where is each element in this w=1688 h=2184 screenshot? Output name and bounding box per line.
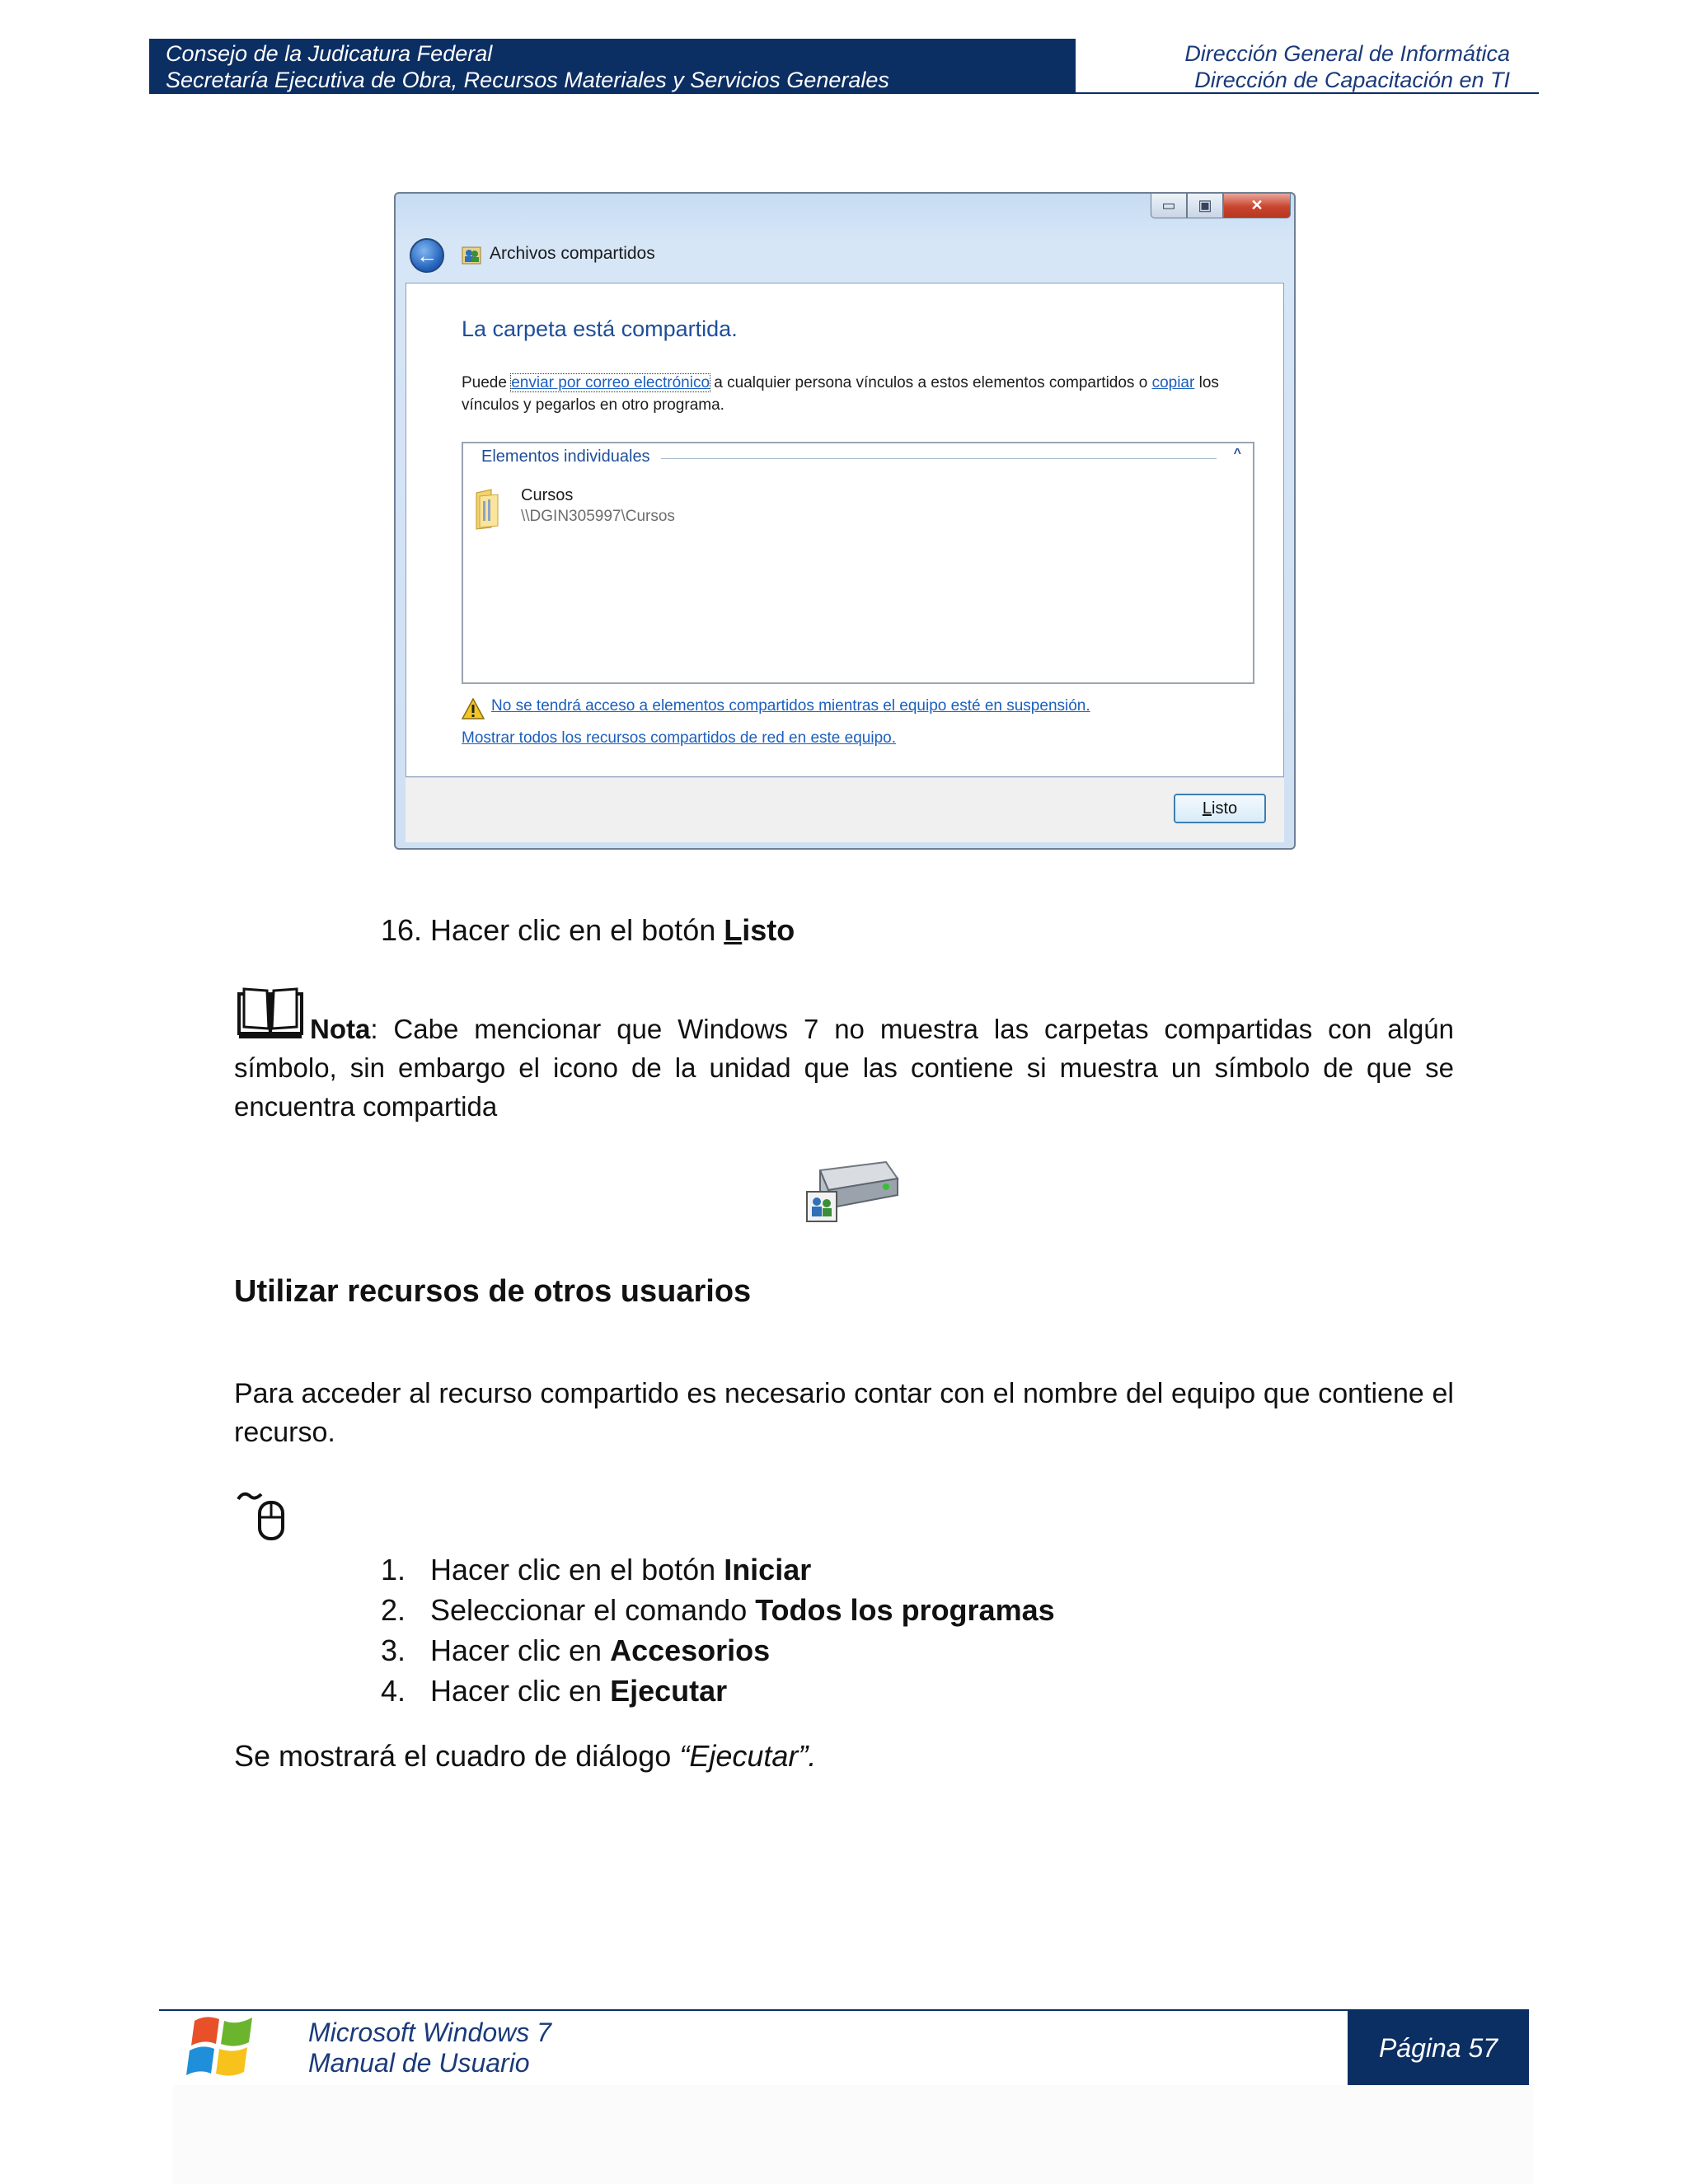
step-text: Hacer clic en — [430, 1633, 611, 1667]
footer-shade — [173, 2085, 1533, 2184]
dialog-footer — [406, 777, 1284, 842]
copy-link[interactable]: copiar — [1151, 374, 1195, 391]
step-text: Seleccionar el comando — [430, 1593, 756, 1627]
email-link[interactable]: enviar por correo electrónico — [511, 374, 710, 391]
done-button[interactable] — [1174, 794, 1266, 823]
sleep-warning-link[interactable]: No se tendrá acceso a elementos compartidos mientras el equipo esté en suspensión. — [491, 697, 1090, 715]
closing-dialog-name: “Ejecutar”. — [679, 1739, 817, 1773]
dialog-description — [462, 372, 1278, 416]
intro-paragraph: Para acceder al recurso compartido es necesario contar con el nombre del equipo que contiene el recurso. — [234, 1378, 1454, 1448]
step-number: 2. — [381, 1593, 406, 1627]
shared-files-dialog — [394, 192, 1296, 850]
group-rule — [661, 458, 1217, 459]
header-left-banner — [149, 39, 1076, 93]
folder-icon — [473, 488, 506, 531]
step-number: 1. — [381, 1553, 406, 1586]
step-command: Todos los programas — [755, 1593, 1055, 1627]
header-right — [1080, 39, 1525, 93]
footer-product: Microsoft Windows 7 — [308, 2018, 551, 2047]
close-button[interactable]: ✕ — [1223, 194, 1291, 218]
shared-drive-icon — [795, 1154, 903, 1230]
header-direction-training: Dirección de Capacitación en TI — [1194, 68, 1510, 92]
footer-manual-title — [308, 2018, 551, 2079]
footer-manual: Manual de Usuario — [308, 2048, 530, 2078]
description-prefix: Puede — [462, 374, 512, 391]
footer-divider — [159, 2009, 1529, 2011]
step-number: 3. — [381, 1633, 406, 1667]
shared-item-path: \\DGIN305997\Cursos — [521, 508, 675, 525]
shared-item-name[interactable]: Cursos — [521, 486, 574, 504]
note-label: Nota — [310, 1014, 371, 1044]
mouse-click-icon — [235, 1488, 289, 1544]
warning-icon — [462, 698, 485, 719]
header-divider — [149, 92, 1539, 94]
show-all-shares-link[interactable]: Mostrar todos los recursos compartidos de red en este equipo. — [462, 729, 896, 747]
header-direction-general: Dirección General de Informática — [1184, 41, 1510, 66]
step-16-accesskey: L — [724, 913, 743, 947]
maximize-button[interactable]: ▣ — [1187, 194, 1223, 218]
windows-logo-icon — [183, 2011, 262, 2083]
list-item — [381, 1671, 1055, 1711]
steps-list — [381, 1549, 1055, 1711]
page-number: Página 57 — [1348, 2011, 1529, 2085]
step-command: Iniciar — [724, 1553, 812, 1586]
individual-items-group — [462, 442, 1254, 684]
list-item — [381, 1549, 1055, 1590]
header-org-name: Consejo de la Judicatura Federal — [166, 41, 493, 66]
group-title: Elementos individuales — [481, 448, 657, 466]
note-text: : Cabe mencionar que Windows 7 no muestra las carpetas compartidas con algún símbolo, sin embargo el icono de la unidad que las contiene si muestra un símbolo de que se encuentra compartida — [234, 1014, 1454, 1122]
description-suffix: los vínculos y pegarlos en otro programa. — [462, 374, 1219, 414]
step-command: Accesorios — [610, 1633, 771, 1667]
chevron-up-icon[interactable]: ^ — [1233, 447, 1241, 461]
done-button-accesskey: L — [1202, 799, 1212, 818]
closing-sentence — [234, 1739, 816, 1774]
shared-users-icon — [462, 245, 483, 266]
step-command: Ejecutar — [610, 1674, 728, 1708]
step-16 — [381, 913, 795, 948]
step-16-bold: isto — [742, 913, 795, 947]
back-arrow-icon[interactable]: ← — [410, 238, 444, 273]
minimize-button[interactable]: ▭ — [1151, 194, 1187, 218]
dialog-heading: La carpeta está compartida. — [462, 316, 738, 341]
note-paragraph — [234, 1010, 1454, 1126]
section-title: Utilizar recursos de otros usuarios — [234, 1274, 752, 1309]
description-middle: a cualquier persona vínculos a estos elementos compartidos o — [710, 374, 1152, 391]
window-controls — [1151, 194, 1291, 220]
step-text: Hacer clic en el botón — [430, 1553, 724, 1586]
header-secretariat: Secretaría Ejecutiva de Obra, Recursos Materiales y Servicios Generales — [166, 68, 889, 92]
dialog-title: Archivos compartidos — [490, 244, 655, 263]
step-number: 4. — [381, 1674, 406, 1708]
step-text: Hacer clic en — [430, 1674, 611, 1708]
closing-text: Se mostrará el cuadro de diálogo — [234, 1739, 680, 1773]
dialog-content — [406, 283, 1284, 777]
step-16-text: 16. Hacer clic en el botón — [381, 913, 724, 947]
list-item — [381, 1590, 1055, 1630]
done-button-label: isto — [1212, 799, 1238, 818]
list-item — [381, 1630, 1055, 1671]
